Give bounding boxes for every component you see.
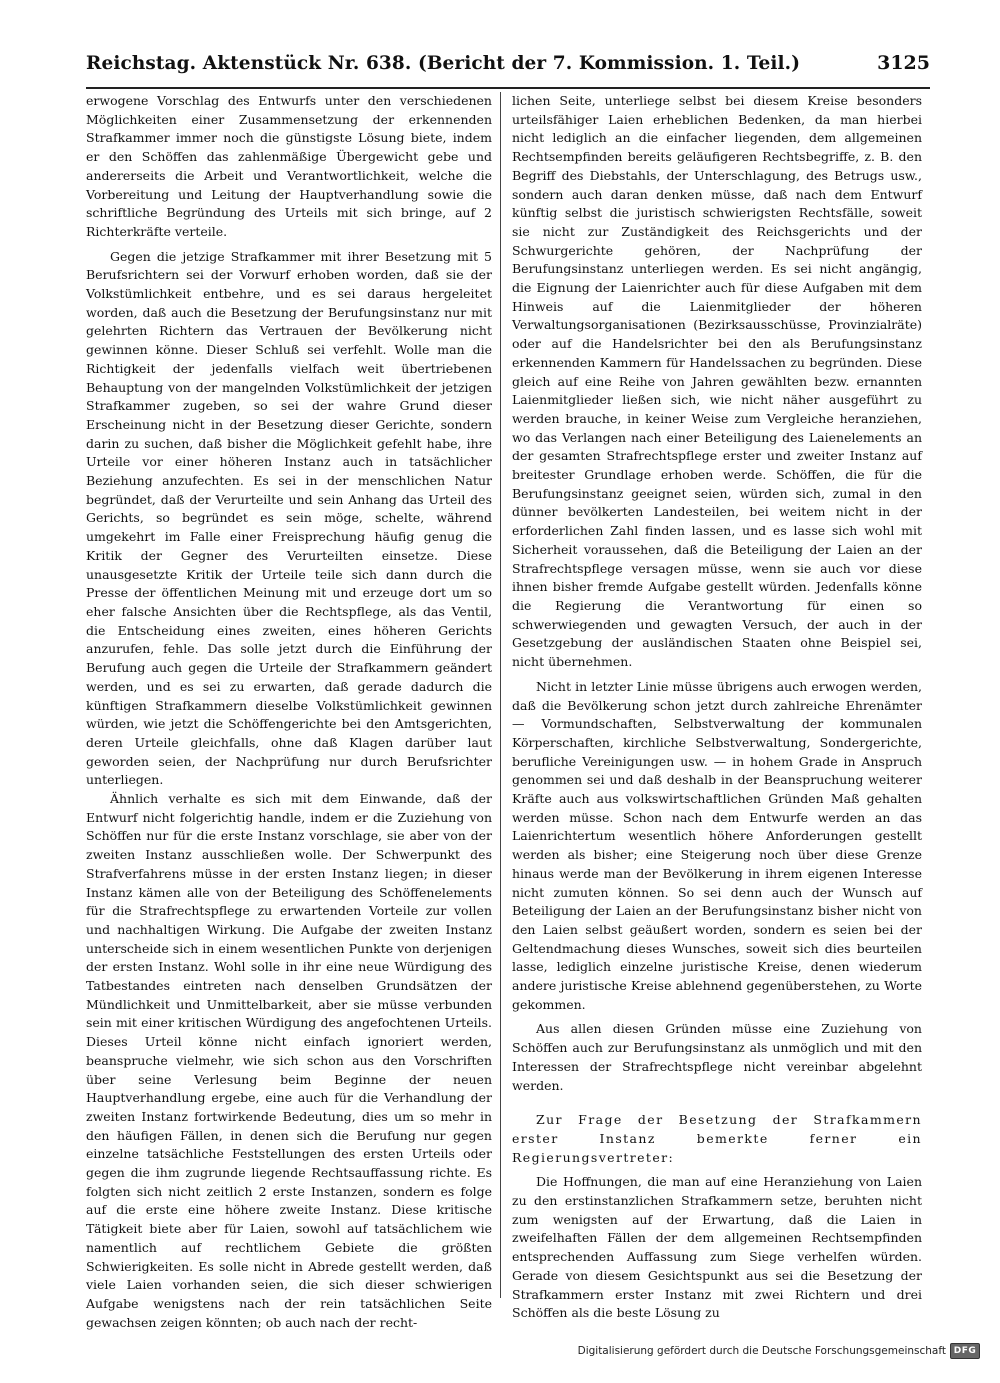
- section-heading-paragraph: Zur Frage der Besetzung der Strafkammern erster Instanz bemerkte ferner ein Regierungsvertreter:: [512, 1112, 922, 1165]
- column-divider: [500, 92, 501, 1298]
- paragraph: Gegen die jetzige Strafkammer mit ihrer Besetzung mit 5 Berufsrichtern sei der Vorwurf erhoben worden, daß sie der Volkstümlichkeit entbehre, und es sei daraus hergeleitet worden, daß auch die Besetzung der Berufungsinstanz nur mit gelehrten Richtern das Vertrauen der Bevölkerung nicht gewinnen könne. Dieser Schluß sei verfehlt. Wolle man die Richtigkeit der jedenfalls vielfach weit übertriebenen Behauptung von der mangelnden Volkstümlichkeit der jetzigen Strafkammer zugeben, so sei der wahre Grund dieser Erscheinung nicht in der Besetzung dieser Gerichte, sondern darin zu suchen, daß bisher die Möglichkeit gefehlt habe, ihre Urteile vor einer höheren Instanz auch in tatsächlicher Beziehung anzufechten. Es sei in der menschlichen Natur begründet, daß der Verurteilte und sein Anhang das Urteil des Gerichts, so begründet es sein möge, schelte, während umgekehrt im Falle einer Freisprechung häufig genug die Kritik der Gegner des Verurteilten einsetze. Diese unausgesetzte Kritik der Urteile teile sich dann durch die Presse der öffentlichen Meinung mit und erzeuge dort um so eher falsche Ansichten über die Rechtspflege, als das Ventil, die Entscheidung eines zweiten, eines höheren Gerichts anzurufen, fehle. Das solle jetzt durch die Einführung der Berufung auch gegen die Urteile der Strafkammern geändert werden, und es sei zu erwarten, daß gerade dadurch die künftigen Strafkammern dieselbe Volkstümlichkeit gewinnen würden, wie jetzt die Schöffengerichte bei den Amtsgerichten, deren Urteile gleichfalls, ohne daß Klagen darüber laut geworden seien, der Nachprüfung nur durch Berufsrichter unterliegen.: [86, 248, 492, 788]
- right-column: [512, 92, 922, 1323]
- paragraph: Nicht in letzter Linie müsse übrigens auch erwogen werden, daß die Bevölkerung schon jetzt durch zahlreiche Ehrenämter — Vormundschaften, Selbstverwaltung der kommunalen Körperschaften, kirchliche Selbstverwaltung, Sondergerichte, berufliche Vereinigungen usw. — in hohem Grade in Anspruch genommen sei und daß deshalb in der Beanspruchung weiterer Kräfte auch aus volkswirtschaftlichen Gründen Maß gehalten werden müsse. Schon nach dem Entwurfe werden an das Laienrichtertum wesentlich höhere Anforderungen gestellt werden als bisher; eine Steigerung noch über diese Grenze hinaus werde man der Bevölkerung in ihrem eigenen Interesse nicht zumuten können. So sei denn auch der Wunsch auf Beteiligung der Laien an der Berufungsinstanz bisher nicht von den Laien selbst geäußert worden, sondern es seien bei der Geltendmachung dieses Wunsches, soweit sich dies beurteilen lasse, lediglich einzelne juristische Kreise, denen wiederum andere juristische Kreise ablehnend gegenüberstehen, zu Worte gekommen.: [512, 678, 922, 1012]
- page-number: 3125: [877, 52, 930, 74]
- paragraph: lichen Seite, unterliege selbst bei diesem Kreise besonders urteilsfähiger Laien erheblichen Bedenken, da man hierbei nicht lediglich an die einfacher liegenden, dem allgemeinen Rechtsempfinden bereits geläufigeren Rechtsbegriffe, z. B. den Begriff des Diebstahls, der Unterschlagung, des Betrugs usw., sondern auch daran denken müsse, daß nach dem Entwurf künftig selbst die juristisch schwierigsten Rechtsfälle, soweit sie nicht zur Zuständigkeit des Reichsgerichts und der Schwurgerichte gehören, der Nachprüfung der Berufungsinstanz unterliegen werden. Es sei nicht angängig, die Eignung der Laienrichter auch für diese Aufgaben mit dem Hinweis auf die Laienmitglieder der höheren Verwaltungsorganisationen (Bezirksausschüsse, Provinzialräte) oder auf die Handelsrichter bei den als Berufungsinstanz erkennenden Kammern für Handelssachen zu begründen. Diese gleich auf eine Reihe von Jahren gewählten bezw. ernannten Laienmitglieder ließen sich, wie nicht näher ausgeführt zu werden brauche, in keiner Weise zum Vergleiche heranziehen, wo das Verlangen nach einer Beteiligung des Laienelements an der gesamten Strafrechtspflege erster und zweiter Instanz auf breitester Grundlage erhoben werde. Schöffen, die für die Berufungsinstanz geeignet seien, würden sich, zumal in den dünner bevölkerten Landesteilen, bei weitem nicht in der erforderlichen Zahl finden lassen, und es lasse sich wohl mit Sicherheit voraussehen, daß die Beteiligung der Laien an der Strafrechtspflege versagen müsse, wenn sie auch vor diese ihnen bisher fremde Aufgabe gestellt würden. Jedenfalls könne die Regierung die Verantwortung für einen so schwerwiegenden und gewagten Versuch, der auch in der Gesetzgebung der ausländischen Staaten ohne Beispiel sei, nicht übernehmen.: [512, 93, 922, 670]
- digitization-credit: [578, 1343, 980, 1359]
- credit-text: Digitalisierung gefördert durch die Deutsche Forschungsgemeinschaft: [577, 1345, 946, 1357]
- running-title: Reichstag. Aktenstück Nr. 638. (Bericht der 7. Kommission. 1. Teil.): [86, 53, 801, 74]
- dfg-logo-icon: DFG: [950, 1343, 980, 1359]
- paragraph: Ähnlich verhalte es sich mit dem Einwande, daß der Entwurf nicht folgerichtig handle, indem er die Zuziehung von Schöffen nur für die erste Instanz vorschlage, sie aber von der zweiten Instanz ausschließen wolle. Der Schwerpunkt des Strafverfahrens müsse in der ersten Instanz liegen; in dieser Instanz kämen alle von der Beteiligung des Schöffenelements für die Strafrechtspflege zu erwartenden Vorteile zur vollen und nachhaltigen Wirkung. Die Aufgabe der zweiten Instanz unterscheide sich in einem wesentlichen Punkte von derjenigen der ersten Instanz. Wohl solle in ihr eine neue Würdigung des Tatbestandes eintreten nach denselben Grundsätzen der Mündlichkeit und Unmittelbarkeit, aber sie müsse verbunden sein mit einer kritischen Würdigung des angefochtenen Urteils. Dieses Urteil könne nicht einfach ignoriert werden, beanspruche vielmehr, wie sich schon aus den Vorschriften über seine Verlesung beim Beginne der neuen Hauptverhandlung ergebe, eine auch für die Verhandlung der zweiten Instanz fortwirkende Bedeutung, dies um so mehr in den häufigen Fällen, in denen sich die Berufung nur gegen einzelne tatsächliche Feststellungen des ersten Urteils oder gegen die ihm zugrunde liegende Rechtsauffassung richte. Es folgten sich nicht zeitlich 2 erste Instanzen, sondern es folge auf die erste eine höhere zweite Instanz. Diese kritische Tätigkeit biete aber für Laien, sowohl auf tatsächlichem wie namentlich auf rechtlichem Gebiete die größten Schwierigkeiten. Es solle nicht in Abrede gestellt werden, daß viele Laien vorhanden seien, die sich dieser schwierigen Aufgabe wenigstens nach der rein tatsächlichen Seite gewachsen zeigen könnten; ob auch nach der recht-: [86, 791, 492, 1330]
- page-header: [86, 52, 930, 84]
- paragraph: Die Hoffnungen, die man auf eine Heranziehung von Laien zu den erstinstanzlichen Strafkammern setze, beruhten nicht zum wenigsten auf der Erwartung, daß die Laien in zweifelhaften Fällen der dem allgemeinen Rechtsempfinden entsprechenden Auffassung zum Siege verhelfen würden. Gerade von diesem Gesichtspunkt aus sei die Besetzung der Strafkammern erster Instanz mit zwei Richtern und drei Schöffen als die beste Lösung zu: [512, 1174, 922, 1321]
- left-column: [86, 92, 492, 1332]
- header-rule: [86, 87, 930, 89]
- paragraph: erwogene Vorschlag des Entwurfs unter den verschiedenen Möglichkeiten einer Zusammensetzung der erkennenden Strafkammer immer noch die günstigste Lösung biete, indem er den Schöffen das zahlenmäßige Übergewicht gebe und andererseits die Arbeit und Verantwortlichkeit, welche die Vorbereitung und Leitung der Hauptverhandlung sowie die schriftliche Begründung des Urteils mit sich bringe, auf 2 Richterkräfte verteile.: [86, 93, 492, 239]
- paragraph: Aus allen diesen Gründen müsse eine Zuziehung von Schöffen auch zur Berufungsinstanz als unmöglich und mit den Interessen der Strafrechtspflege nicht vereinbar abgelehnt werden.: [512, 1021, 922, 1093]
